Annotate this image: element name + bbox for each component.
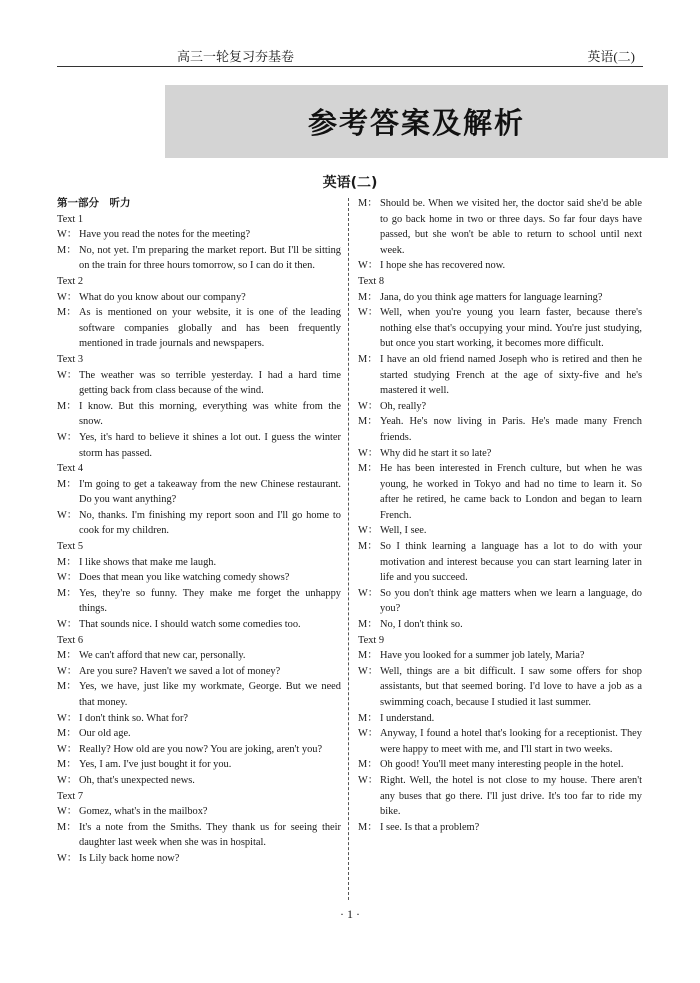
dialogue-text: Does that mean you like watching comedy shows? <box>79 572 290 584</box>
text-heading: Text 4 <box>57 463 84 475</box>
speaker-label: M： <box>57 244 77 256</box>
speaker-label: M： <box>358 291 378 303</box>
text-heading: Text 6 <box>57 634 84 646</box>
speaker-label: M： <box>57 307 77 319</box>
dialogue-text: Well, when you're young you learn faster, because there's nothing else that's occupying your mind. You're just studying, but once you start working, it becomes more difficult. <box>380 307 642 350</box>
speaker-label: W： <box>57 774 78 786</box>
dialogue-line <box>57 773 341 789</box>
speaker-label: W： <box>57 619 78 631</box>
dialogue-line <box>57 430 341 461</box>
dialogue-text: No, not yet. I'm preparing the market report. But I'll be sitting on the train for three hours tomorrow, so I can do it then. <box>79 244 341 272</box>
text-heading: Text 7 <box>57 790 84 802</box>
page-number: · 1 · <box>340 907 360 921</box>
dialogue-line <box>57 851 341 867</box>
section-subtitle: 英语(二) <box>322 175 378 191</box>
speaker-label: W： <box>358 400 379 412</box>
dialogue-text: Yes, we have, just like my workmate, George. But we need that money. <box>79 681 341 708</box>
dialogue-line <box>57 726 341 742</box>
dialogue-line <box>358 539 642 586</box>
dialogue-line <box>358 305 642 352</box>
speaker-label: W： <box>358 260 379 272</box>
dialogue-line <box>358 586 642 617</box>
dialogue-text: Yes, I am. I've just bought it for you. <box>79 759 232 771</box>
answer-banner <box>165 85 668 158</box>
speaker-label: M： <box>57 728 77 740</box>
dialogue-line <box>57 570 341 586</box>
dialogue-line <box>57 820 341 851</box>
dialogue-line <box>358 523 642 539</box>
column-divider <box>348 198 349 900</box>
dialogue-line <box>358 196 642 258</box>
dialogue-text: Is Lily back home now? <box>79 852 180 864</box>
speaker-label: M： <box>358 541 378 553</box>
speaker-label: M： <box>358 821 378 833</box>
dialogue-line <box>358 820 642 836</box>
dialogue-line <box>358 290 642 306</box>
dialogue-line <box>358 352 642 399</box>
text-heading: Text 3 <box>57 353 84 365</box>
dialogue-text: Our old age. <box>79 728 131 740</box>
dialogue-text: Anyway, I found a hotel that's looking for a receptionist. They were happy to meet with me, and I'll start in two weeks. <box>380 728 642 755</box>
speaker-label: W： <box>57 572 78 584</box>
dialogue-line <box>358 773 642 820</box>
speaker-label: M： <box>358 416 378 428</box>
dialogue-line <box>57 555 341 571</box>
dialogue-line <box>57 648 341 664</box>
speaker-label: W： <box>57 291 78 303</box>
dialogue-text: So you don't think age matters when we learn a language, do you? <box>380 587 642 615</box>
dialogue-text: I understand. <box>380 712 435 724</box>
text-heading: Text 2 <box>57 275 84 287</box>
dialogue-text: Yes, it's hard to believe it shines a lot out. I guess the winter storm has passed. <box>79 431 341 459</box>
left-column <box>57 196 341 867</box>
speaker-label: M： <box>57 821 77 833</box>
speaker-label: W： <box>57 806 78 818</box>
dialogue-text: What do you know about our company? <box>79 291 246 303</box>
page-header <box>57 44 643 67</box>
series-title: 高三一轮复习夯基卷 <box>177 49 295 64</box>
dialogue-line <box>358 664 642 711</box>
dialogue-text: The weather was so terrible yesterday. I had a hard time getting back from class because of the wind. <box>79 369 341 397</box>
dialogue-text: As is mentioned on your website, it is one of the leading software companies globally and has been frequently mentioned in trade journals and newspapers. <box>79 307 341 350</box>
dialogue-text: It's a note from the Smiths. They thank us for seeing their daughter last week when she was in hospital. <box>79 821 341 849</box>
dialogue-text: No, thanks. I'm finishing my report soon and I'll go home to cook for my children. <box>79 509 341 537</box>
subject-label: 英语(二) <box>587 49 635 64</box>
dialogue-text: I have an old friend named Joseph who is retired and then he started studying French at the age of sixty-five and he's mastered it well. <box>380 353 642 397</box>
dialogue-line <box>57 757 341 773</box>
speaker-label: M： <box>57 681 77 693</box>
dialogue-text: I'm going to get a takeaway from the new Chinese restaurant. Do you want anything? <box>79 478 341 506</box>
dialogue-text: I hope she has recovered now. <box>380 260 506 272</box>
dialogue-line <box>57 477 341 508</box>
section-heading: 第一部分 听力 <box>57 197 131 209</box>
dialogue-line <box>57 290 341 306</box>
speaker-label: W： <box>57 431 78 443</box>
speaker-label: W： <box>57 743 78 755</box>
speaker-label: M： <box>358 650 378 662</box>
dialogue-text: Why did he start it so late? <box>380 447 492 459</box>
dialogue-text: Oh good! You'll meet many interesting people in the hotel. <box>380 759 624 771</box>
text-heading: Text 8 <box>358 275 385 287</box>
speaker-label: W： <box>358 587 379 599</box>
speaker-label: M： <box>57 587 77 599</box>
dialogue-line <box>57 679 341 710</box>
dialogue-line <box>57 243 341 274</box>
dialogue-line <box>358 461 642 523</box>
dialogue-text: Jana, do you think age matters for language learning? <box>380 291 603 303</box>
speaker-label: M： <box>57 400 77 412</box>
speaker-label: W： <box>57 509 78 521</box>
speaker-label: M： <box>358 198 378 209</box>
speaker-label: M： <box>57 759 77 771</box>
dialogue-line <box>57 742 341 758</box>
dialogue-line <box>358 726 642 757</box>
speaker-label: W： <box>57 665 78 677</box>
speaker-label: W： <box>57 229 78 241</box>
text-heading: Text 5 <box>57 541 84 553</box>
dialogue-text: We can't afford that new car, personally. <box>79 650 246 662</box>
speaker-label: W： <box>57 852 78 864</box>
dialogue-line <box>57 508 341 539</box>
dialogue-line <box>358 757 642 773</box>
speaker-label: M： <box>358 353 378 365</box>
dialogue-line <box>57 399 341 430</box>
dialogue-text: Have you looked for a summer job lately, Maria? <box>380 650 585 662</box>
dialogue-line <box>57 586 341 617</box>
speaker-label: W： <box>358 774 379 786</box>
dialogue-text: I don't think so. What for? <box>79 712 189 724</box>
dialogue-text: Gomez, what's in the mailbox? <box>79 806 208 818</box>
dialogue-line <box>57 804 341 820</box>
speaker-label: M： <box>57 556 77 568</box>
speaker-label: W： <box>358 447 379 459</box>
text-heading: Text 9 <box>358 634 385 646</box>
dialogue-line <box>358 399 642 415</box>
dialogue-line <box>358 648 642 664</box>
speaker-label: M： <box>358 463 378 475</box>
dialogue-text: No, I don't think so. <box>380 619 463 631</box>
speaker-label: M： <box>57 650 77 662</box>
dialogue-line <box>358 414 642 445</box>
dialogue-text: So I think learning a language has a lot to do with your motivation and interest because you can start learning later in life and you succeed. <box>380 541 642 584</box>
speaker-label: M： <box>358 619 378 631</box>
text-heading: Text 1 <box>57 213 84 225</box>
dialogue-line <box>358 711 642 727</box>
speaker-label: M： <box>57 478 77 490</box>
dialogue-text: Really? How old are you now? You are joking, aren't you? <box>79 743 323 755</box>
dialogue-text: Right. Well, the hotel is not close to my house. There aren't any buses that go there. I'll just drive. It's too far to ride my bike. <box>380 774 642 818</box>
dialogue-line <box>358 258 642 274</box>
dialogue-text: Oh, that's unexpected news. <box>79 774 195 786</box>
dialogue-text: Well, I see. <box>380 525 427 537</box>
dialogue-text: I know. But this morning, everything was white from the snow. <box>79 400 341 428</box>
speaker-label: W： <box>358 728 379 740</box>
dialogue-text: Yes, they're so funny. They make me forget the unhappy things. <box>79 587 341 615</box>
dialogue-text: That sounds nice. I should watch some comedies too. <box>79 619 301 631</box>
dialogue-text: Well, things are a bit difficult. I saw some offers for shop assistants, but that seemed boring. I'd love to have a job as a swimming coach, because I studied it last summer. <box>380 665 642 708</box>
banner-title: 参考答案及解析 <box>307 106 525 140</box>
dialogue-line <box>57 664 341 680</box>
speaker-label: W： <box>57 712 78 724</box>
dialogue-text: Should be. When we visited her, the doctor said she'd be able to go back home in two or three days. So far four days have passed, but she won't be able to return to school until next week. <box>380 198 642 256</box>
dialogue-text: He has been interested in French culture, but when he was young, he worked in Tokyo and had no time to learn it. So after he retired, he came back to London and began to learn French. <box>380 463 642 521</box>
dialogue-text: I like shows that make me laugh. <box>79 556 217 568</box>
dialogue-line <box>358 446 642 462</box>
dialogue-line <box>57 617 341 633</box>
speaker-label: M： <box>358 759 378 771</box>
speaker-label: M： <box>358 712 378 724</box>
dialogue-line <box>57 305 341 352</box>
dialogue-line <box>57 711 341 727</box>
dialogue-line <box>57 227 341 243</box>
dialogue-line <box>358 617 642 633</box>
dialogue-text: Are you sure? Haven't we saved a lot of money? <box>79 665 281 677</box>
dialogue-text: Have you read the notes for the meeting? <box>79 229 251 241</box>
dialogue-text: I see. Is that a problem? <box>380 821 480 833</box>
dialogue-text: Yeah. He's now living in Paris. He's made many French friends. <box>380 416 642 443</box>
dialogue-line <box>57 368 341 399</box>
dialogue-text: Oh, really? <box>380 400 427 412</box>
right-column <box>358 196 642 835</box>
speaker-label: W： <box>57 369 78 381</box>
speaker-label: W： <box>358 665 379 677</box>
speaker-label: W： <box>358 307 379 319</box>
speaker-label: W： <box>358 525 379 537</box>
